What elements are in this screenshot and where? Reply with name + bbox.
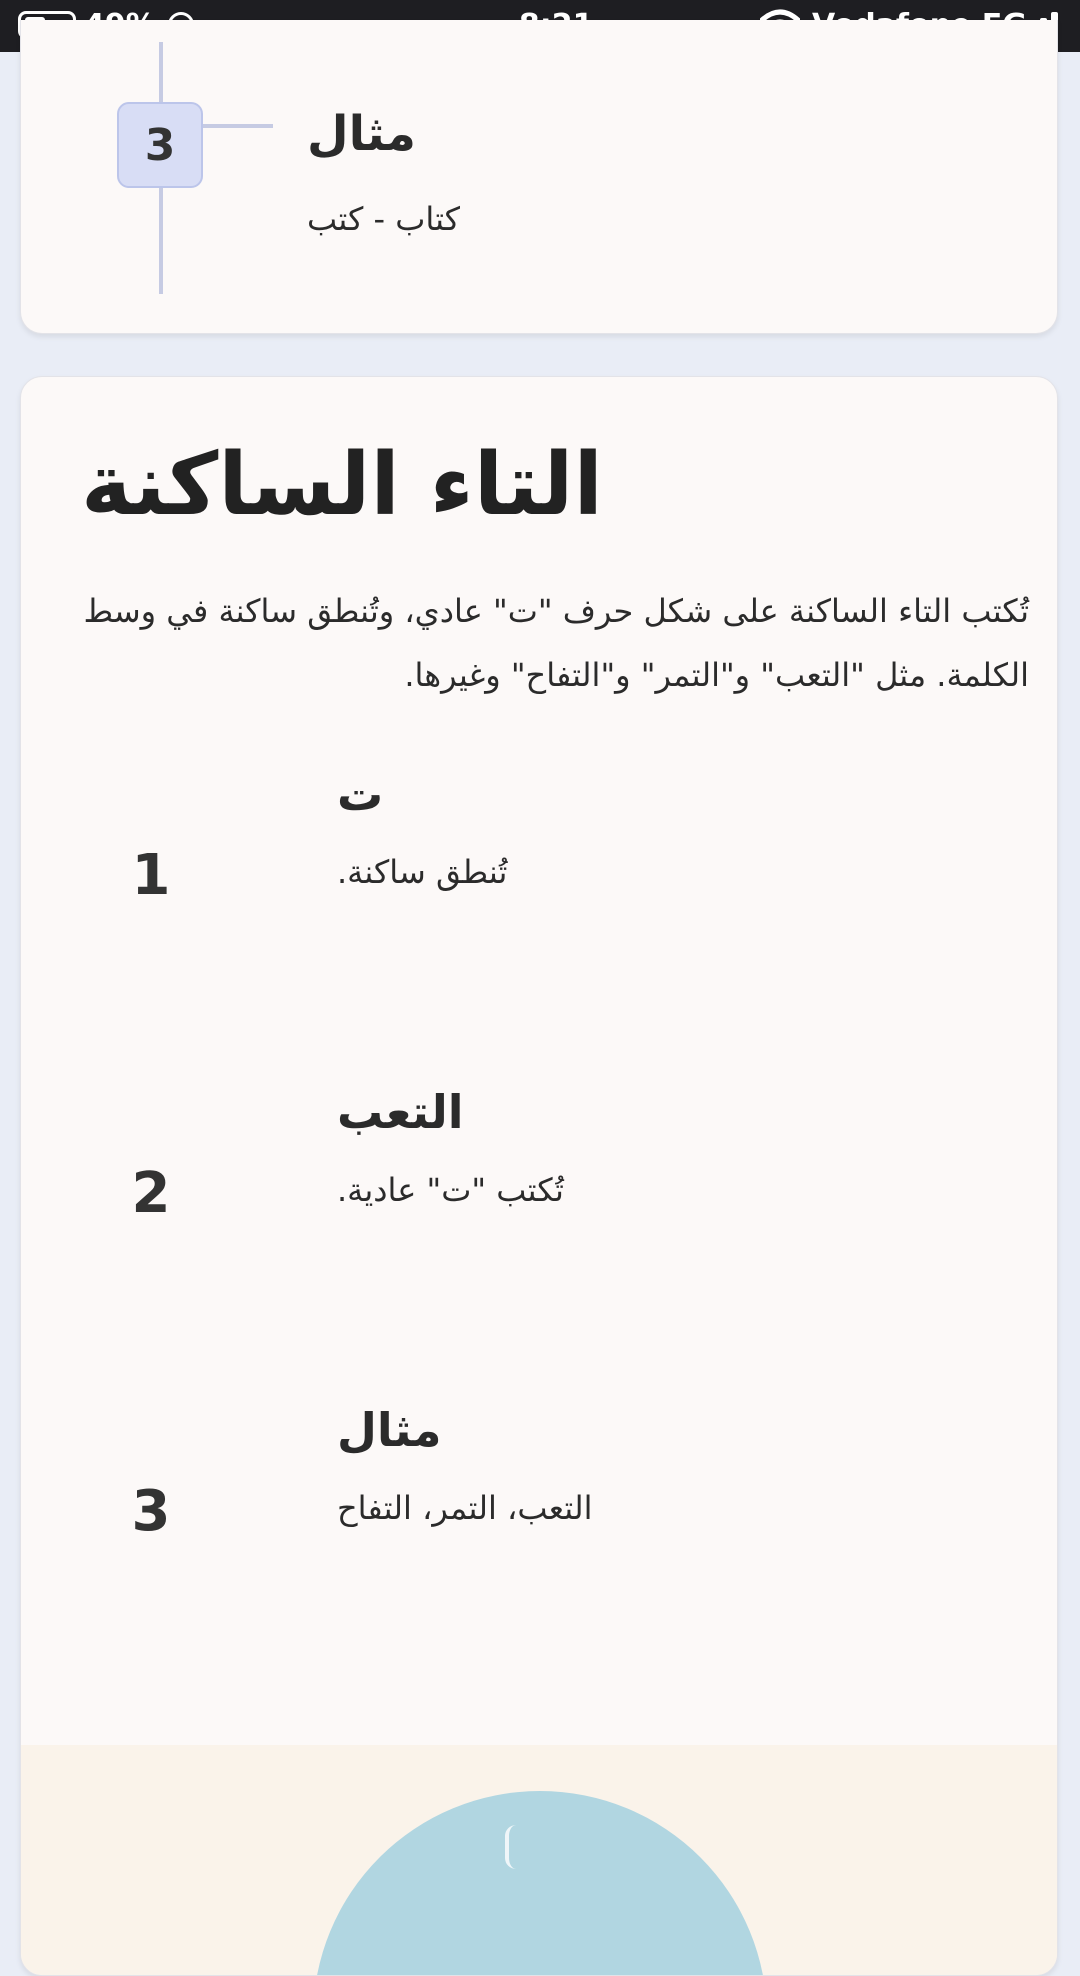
step-title: مثال	[307, 106, 416, 162]
row-description: التعب، التمر، التفاح	[337, 1489, 593, 1527]
illustration	[21, 1745, 1058, 1976]
row-number: 2	[131, 1161, 171, 1226]
timeline-card	[20, 20, 1058, 334]
illustration-circle	[313, 1791, 767, 1976]
step-number-badge: 3	[117, 102, 203, 188]
row-description: تُنطق ساكنة.	[337, 853, 508, 891]
row-number: 1	[131, 843, 171, 908]
timeline-connector	[201, 124, 273, 128]
row-title: التعب	[337, 1085, 464, 1139]
illustration-mark	[505, 1825, 527, 1869]
row-description: تُكتب "ت" عادية.	[337, 1171, 564, 1209]
step-subtitle: كتاب - كتب	[307, 200, 460, 238]
section-heading: التاء الساكنة	[81, 435, 603, 535]
section-description: تُكتب التاء الساكنة على شكل حرف "ت" عادي، وتُنطق ساكنة في وسط الكلمة. مثل "التعب" و"التمر" و"التفاح" وغيرها.	[83, 592, 1029, 694]
lesson-card	[20, 376, 1058, 1976]
row-title: ت	[337, 767, 384, 821]
row-number: 3	[131, 1479, 171, 1544]
row-title: مثال	[337, 1403, 442, 1457]
